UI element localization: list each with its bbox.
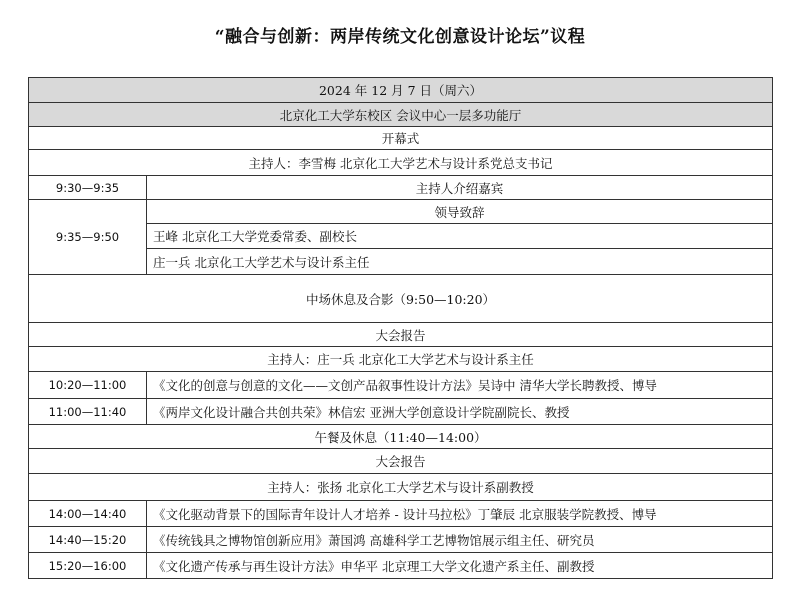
table-row <box>29 553 773 579</box>
speaker-cell: 庄一兵 北京化工大学艺术与设计系主任 <box>147 249 773 275</box>
date-cell: 2024 年 12 月 7 日（周六） <box>29 78 773 103</box>
page-title: “融合与创新：两岸传统文化创意设计论坛”议程 <box>214 27 586 47</box>
opening-title: 开幕式 <box>29 127 773 150</box>
speaker-cell: 王峰 北京化工大学党委常委、副校长 <box>147 224 773 249</box>
session-row <box>29 323 773 347</box>
opening-row <box>29 127 773 150</box>
talk-cell: 《两岸文化设计融合共创共荣》林信宏 亚洲大学创意设计学院副院长、教授 <box>147 399 773 425</box>
time-cell: 9:30—9:35 <box>29 176 147 200</box>
time-cell: 10:20—11:00 <box>29 372 147 399</box>
opening-host: 主持人：李雪梅 北京化工大学艺术与设计系党总支书记 <box>29 150 773 176</box>
session-row <box>29 449 773 474</box>
time-cell: 11:00—11:40 <box>29 399 147 425</box>
time-cell: 9:35—9:50 <box>29 200 147 275</box>
header-date-row <box>29 78 773 103</box>
session-host-row <box>29 474 773 501</box>
intro-cell: 主持人介绍嘉宾 <box>147 176 773 200</box>
table-row <box>29 200 773 224</box>
table-row <box>29 501 773 527</box>
table-row <box>29 527 773 553</box>
table-row <box>29 372 773 399</box>
session1-title: 大会报告 <box>29 323 773 347</box>
break-row <box>29 275 773 323</box>
agenda-table <box>28 77 773 579</box>
session1-host: 主持人：庄一兵 北京化工大学艺术与设计系主任 <box>29 347 773 372</box>
venue-cell: 北京化工大学东校区 会议中心一层多功能厅 <box>29 103 773 127</box>
table-row <box>29 176 773 200</box>
time-cell: 14:00—14:40 <box>29 501 147 527</box>
speech-title-cell: 领导致辞 <box>147 200 773 224</box>
talk-cell: 《文化遗产传承与再生设计方法》申华平 北京理工大学文化遗产系主任、副教授 <box>147 553 773 579</box>
break-cell: 中场休息及合影（9:50—10:20） <box>29 275 773 323</box>
talk-cell: 《文化的创意与创意的文化——文创产品叙事性设计方法》吴诗中 清华大学长聘教授、博导 <box>147 372 773 399</box>
lunch-cell: 午餐及休息（11:40—14:00） <box>29 425 773 449</box>
time-cell: 15:20—16:00 <box>29 553 147 579</box>
header-venue-row <box>29 103 773 127</box>
session2-host: 主持人：张扬 北京化工大学艺术与设计系副教授 <box>29 474 773 501</box>
session2-title: 大会报告 <box>29 449 773 474</box>
talk-cell: 《传统钱具之博物馆创新应用》萧国鸿 高雄科学工艺博物馆展示组主任、研究员 <box>147 527 773 553</box>
talk-cell: 《文化驱动背景下的国际青年设计人才培养 - 设计马拉松》丁肇辰 北京服装学院教授、博导 <box>147 501 773 527</box>
time-cell: 14:40—15:20 <box>29 527 147 553</box>
session-host-row <box>29 347 773 372</box>
lunch-row <box>29 425 773 449</box>
table-row <box>29 399 773 425</box>
opening-host-row <box>29 150 773 176</box>
